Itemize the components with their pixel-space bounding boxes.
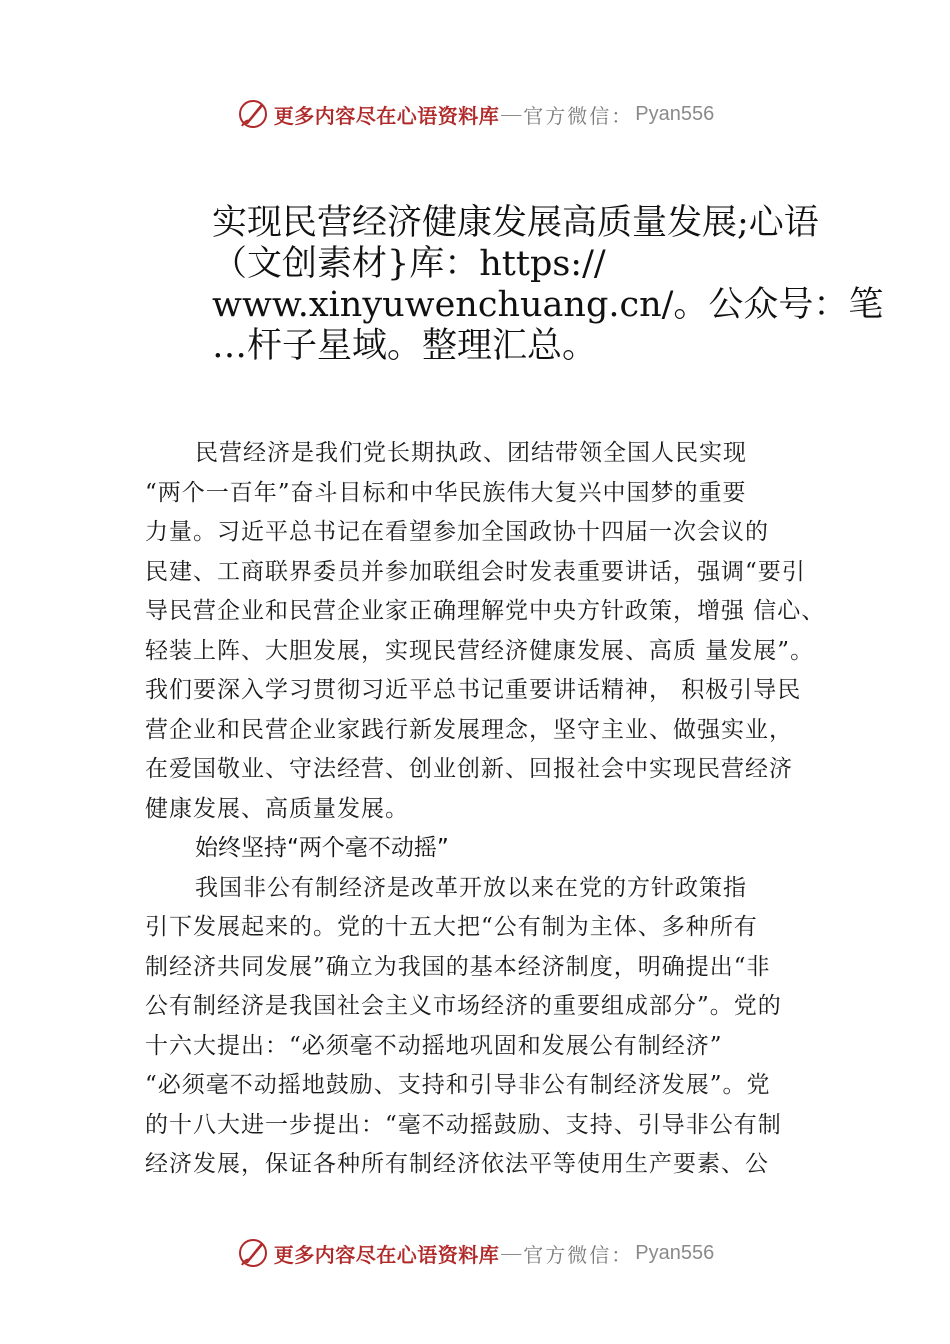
text-line: 我们要深入学习贯彻习近平总书记重要讲话精神， 积极引导民 — [145, 677, 802, 703]
text-line: 我国非公有制经济是改革开放以来在党的方针政策指 — [195, 874, 747, 901]
banner-brand: 更多内容尽在心语资料库 — [273, 105, 500, 128]
quill-pen-icon — [236, 97, 270, 131]
paragraph-2 — [145, 869, 845, 1185]
text-line: 制经济共同发展”确立为我国的基本经济制度，明确提出“非 — [145, 953, 771, 980]
text-line: 健康发展、高质量发展。 — [145, 795, 409, 822]
text-line: 力量。习近平总书记在看望参加全国政协十四届一次会议的 — [145, 519, 769, 545]
text-line: 轻装上阵、大胆发展，实现民营经济健康发展、高质 量发展”。 — [145, 637, 815, 664]
title-line: （文创素材}库：https:// — [212, 244, 606, 284]
text-line: 民营经济是我们党长期执政、团结带领全国人民实现 — [195, 440, 747, 466]
text-line: 十六大提出：“必须毫不动摇地巩固和发展公有制经济” — [145, 1032, 723, 1059]
text-line: 营企业和民营企业家践行新发展理念，坚守主业、做强实业， — [145, 716, 793, 743]
banner-wechat-label: 官方微信： — [523, 1244, 634, 1267]
banner-wechat-id: Pyan556 — [635, 102, 715, 125]
title-line: www.xinyuwenchuang.cn/。公众号：笔 — [212, 285, 884, 325]
section-heading: 始终坚持“两个毫不动摇” — [195, 835, 449, 861]
header-banner — [0, 94, 950, 134]
quill-pen-icon — [236, 1236, 270, 1270]
banner-separator: — — [501, 102, 522, 125]
paragraph-1 — [145, 434, 845, 829]
footer-banner — [0, 1233, 950, 1273]
text-line: 经济发展，保证各种所有制经济依法平等使用生产要素、公 — [145, 1151, 769, 1177]
banner-separator: — — [501, 1241, 522, 1264]
text-line: 公有制经济是我国社会主义市场经济的重要组成部分”。党的 — [145, 993, 782, 1019]
text-line: “两个一百年”奋斗目标和中华民族伟大复兴中国梦的重要 — [145, 479, 747, 506]
document-title — [212, 203, 884, 367]
text-line: 导民营企业和民营企业家正确理解党中央方针政策，增强 信心、 — [145, 598, 826, 624]
banner-wechat-id: Pyan556 — [635, 1241, 715, 1264]
document-body — [145, 434, 845, 1185]
text-line: 在爱国敬业、守法经营、创业创新、回报社会中实现民营经济 — [145, 756, 793, 782]
banner-wechat-label: 官方微信： — [523, 105, 634, 128]
title-line: …杆子星域。整理汇总。 — [212, 326, 598, 366]
text-line: “必须毫不动摇地鼓励、支持和引导非公有制经济发展”。党 — [145, 1072, 771, 1098]
title-line: 实现民营经济健康发展高质量发展;心语 — [212, 203, 819, 243]
text-line: 民建、工商联界委员并参加联组会时发表重要讲话，强调“要引 — [145, 558, 806, 585]
text-line: 引下发展起来的。党的十五大把“公有制为主体、多种所有 — [145, 914, 758, 940]
text-line: 的十八大进一步提出：“毫不动摇鼓励、支持、引导非公有制 — [145, 1111, 782, 1138]
banner-brand: 更多内容尽在心语资料库 — [273, 1244, 500, 1267]
